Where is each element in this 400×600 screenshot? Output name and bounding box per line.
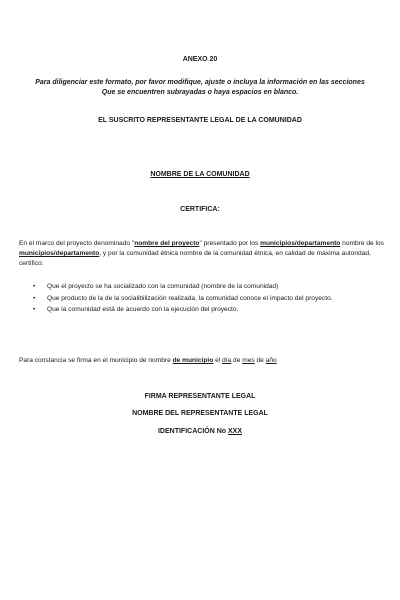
subscribed-heading: EL SUSCRITO REPRESENTANTE LEGAL DE LA COMUNIDAD — [98, 117, 302, 124]
list-item — [30, 304, 380, 316]
paragraph-text-2: " presentado por los — [199, 240, 261, 247]
instructions-line-1: Para diligenciar este formato, por favor modifique, ajuste o incluya la información en las secciones — [35, 79, 365, 86]
municipalities-placeholder-1: municipios/departamento — [260, 240, 341, 247]
municipio-placeholder: de municipio — [172, 357, 214, 364]
identification-line — [0, 427, 400, 437]
annex-title: ANEXO 20 — [182, 56, 218, 63]
paragraph-text-1: En el marco del proyecto denominado " — [19, 240, 135, 247]
bullet-icon: • — [33, 306, 36, 313]
list-item-text: Que producto de la de la socialibilización realizada, la comunidad conoce el impacto del proyecto. — [47, 294, 333, 302]
instructions-line-2: Que se encuentren subrayadas o haya espacios en blanco. — [101, 89, 299, 96]
list-item-text: Que la comunidad está de acuerdo con la ejecución del proyecto. — [47, 306, 239, 313]
identification-label: IDENTIFICACIÓN No — [157, 428, 228, 435]
community-name: NOMBRE DE LA COMUNIDAD — [150, 171, 250, 178]
project-name-placeholder: nombre del proyecto — [134, 240, 200, 247]
day-placeholder: día — [222, 357, 232, 364]
constancia-text-3: de — [231, 357, 243, 364]
constancia-text-2: el — [213, 357, 223, 364]
month-placeholder: mes — [242, 357, 255, 364]
identification-value: XXX — [227, 428, 242, 435]
municipalities-placeholder-2: municipios/departamento — [19, 250, 100, 257]
paragraph-text-4: , y por la comunidad étnica nombre de la comunidad étnica, en calidad de máxima autoridad, certifico: — [19, 250, 371, 267]
bullet-icon: • — [33, 283, 36, 290]
certification-list — [30, 281, 380, 316]
instructions — [20, 78, 380, 98]
list-item-text: Que el proyecto se ha socializado con la comunidad (nombre de la comunidad) — [47, 283, 279, 290]
constancia-text-1: Para constancia se firma en el municipio de nombre — [19, 357, 173, 364]
bullet-icon: • — [33, 294, 36, 302]
representative-name: NOMBRE DEL REPRESENTANTE LEGAL — [132, 410, 268, 417]
certifica-heading: CERTIFICA: — [180, 206, 220, 213]
constancia-text-4: de — [254, 357, 266, 364]
year-placeholder: año — [265, 357, 277, 364]
list-item — [30, 281, 380, 293]
paragraph-text-3: nombre de los — [340, 240, 384, 247]
list-item — [30, 293, 380, 305]
certification-paragraph — [19, 239, 384, 269]
signature-label: FIRMA REPRESENTANTE LEGAL — [144, 393, 256, 400]
constancia-line — [19, 356, 384, 366]
